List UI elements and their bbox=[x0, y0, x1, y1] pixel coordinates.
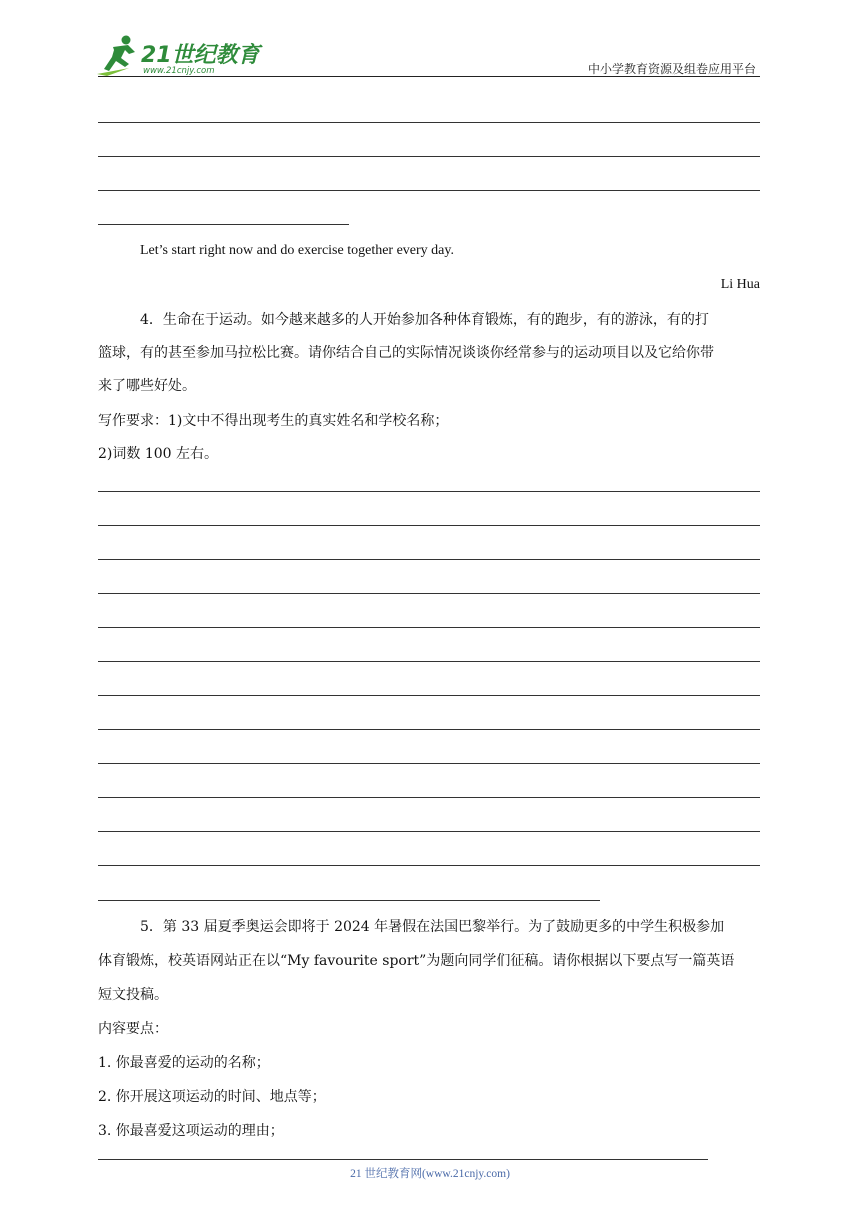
answer-line bbox=[98, 797, 760, 798]
q5-point: 3. 你最喜爱这项运动的理由； bbox=[98, 1123, 284, 1139]
q4-prompt-line2: 篮球，有的甚至参加马拉松比赛。请你结合自己的实际情况谈谈你经常参与的运动项目以及它给你带 bbox=[98, 345, 714, 361]
q5-point: 2. 你开展这项运动的时间、地点等； bbox=[98, 1089, 326, 1105]
q5-prompt-line1: 5．第 33 届夏季奥运会即将于 2024 年暑假在法国巴黎举行。为了鼓励更多的中学生积极参加 bbox=[140, 919, 725, 935]
answer-line bbox=[98, 627, 760, 628]
answer-line bbox=[98, 593, 760, 594]
q4-requirement-2: 2)词数 100 左右。 bbox=[98, 446, 218, 462]
answer-line bbox=[98, 763, 760, 764]
logo-url: www.21cnjy.com bbox=[143, 66, 215, 76]
header-divider bbox=[98, 76, 760, 77]
q5-prompt-line2: 体育锻炼，校英语网站正在以“My favourite sport”为题向同学们征稿。请你根据以下要点写一篇英语 bbox=[98, 953, 735, 969]
answer-line bbox=[98, 190, 760, 191]
platform-name: 中小学教育资源及组卷应用平台 bbox=[587, 62, 756, 76]
answer-line bbox=[98, 900, 600, 901]
answer-line bbox=[98, 661, 760, 662]
q5-point: 1. 你最喜爱的运动的名称； bbox=[98, 1055, 270, 1071]
runner-icon bbox=[97, 36, 135, 77]
logo-wordmark: 21世纪教育 bbox=[141, 43, 260, 68]
answer-line bbox=[98, 831, 760, 832]
q5-prompt-line3: 短文投稿。 bbox=[98, 987, 168, 1003]
answer-line bbox=[98, 224, 349, 225]
answer-line bbox=[98, 695, 760, 696]
letter-signature: Li Hua bbox=[720, 277, 760, 292]
footer-divider bbox=[98, 1159, 708, 1160]
answer-line bbox=[98, 122, 760, 123]
answer-line bbox=[98, 525, 760, 526]
site-logo bbox=[95, 34, 265, 78]
footer-text: 21 世纪教育网(www.21cnjy.com) bbox=[350, 1168, 510, 1180]
answer-line bbox=[98, 559, 760, 560]
q4-requirement-1: 写作要求：1)文中不得出现考生的真实姓名和学校名称； bbox=[98, 413, 449, 429]
q4-prompt-line3: 来了哪些好处。 bbox=[98, 378, 196, 394]
letter-closing: Let’s start right now and do exercise together every day. bbox=[140, 243, 454, 258]
answer-line bbox=[98, 156, 760, 157]
answer-line bbox=[98, 729, 760, 730]
answer-line bbox=[98, 865, 760, 866]
q4-prompt-line1: 4．生命在于运动。如今越来越多的人开始参加各种体育锻炼，有的跑步，有的游泳，有的打 bbox=[140, 312, 709, 328]
answer-line bbox=[98, 491, 760, 492]
q5-points-label: 内容要点： bbox=[98, 1021, 168, 1037]
